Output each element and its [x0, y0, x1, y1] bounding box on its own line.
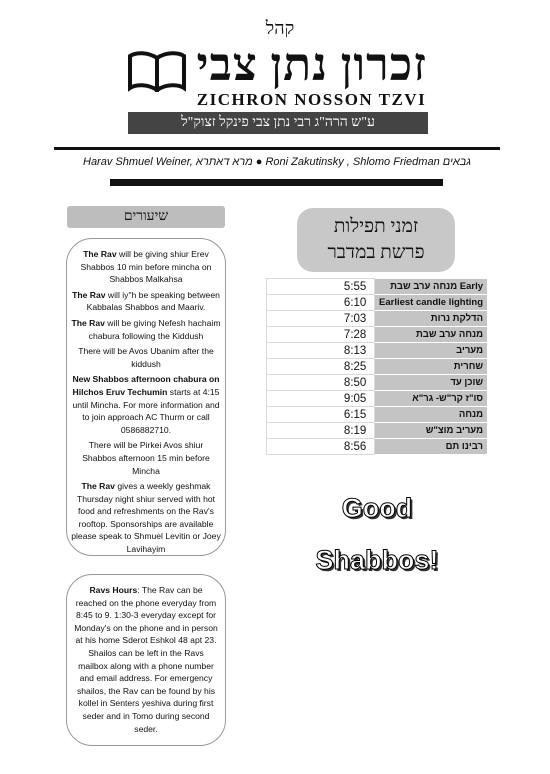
- zman-row: [267, 311, 488, 327]
- greeting-line-1: Good: [341, 493, 413, 523]
- shiur-item: There will be Pirkei Avos shiur Shabbos afternoon 15 min before Mincha: [82, 440, 210, 476]
- shiur-item: New Shabbos afternoon chabura on Hilchos Eruv Techumin starts at 4:15 until Mincha. For more information and to join approach AC Thurm or call 0586882710.: [72, 374, 220, 435]
- shiurim-header: שיעורים: [67, 206, 225, 228]
- header-divider: [54, 147, 500, 150]
- zman-label: Earliest candle lighting: [375, 295, 488, 311]
- zman-row: [267, 391, 488, 407]
- zman-row: [267, 327, 488, 343]
- zman-time: 8:19: [267, 423, 375, 439]
- zman-time: 6:15: [267, 407, 375, 423]
- english-title: ZICHRON NOSSON TZVI: [196, 90, 427, 109]
- zman-time: 8:50: [267, 375, 375, 391]
- zman-time: 7:28: [267, 327, 375, 343]
- greeting-line-2: Shabbos!: [315, 545, 439, 575]
- zman-time: 6:10: [267, 295, 375, 311]
- zman-row: [267, 359, 488, 375]
- zman-time: 7:03: [267, 311, 375, 327]
- zmanim-header: [297, 208, 455, 272]
- zman-label: שוכן עד: [375, 375, 488, 391]
- good-shabbos-greeting: [266, 482, 488, 586]
- zman-label: מנחה: [375, 407, 488, 423]
- zman-label: שחרית: [375, 359, 488, 375]
- zman-row: [267, 423, 488, 439]
- hebrew-title: זכרון נתן צבי: [196, 39, 427, 90]
- zman-row: [267, 407, 488, 423]
- rav-hours-box: [66, 574, 226, 746]
- open-book-logo-icon: [126, 50, 188, 92]
- shiur-item: The Rav will be giving Nefesh hachaim chabura following the Kiddush: [71, 317, 221, 341]
- zman-label: מעריב: [375, 343, 488, 359]
- zman-label: Early מנחה ערב שבת: [375, 279, 488, 295]
- zman-row: [267, 375, 488, 391]
- zman-row: [267, 439, 488, 455]
- memorial-banner: ע"ש הרה"ג רבי נתן צבי פינקל זצוק"ל: [128, 112, 428, 134]
- zman-time: 9:05: [267, 391, 375, 407]
- zman-label: מעריב מוצ"ש: [375, 423, 488, 439]
- zman-time: 8:56: [267, 439, 375, 455]
- zman-label: רבינו תם: [375, 439, 488, 455]
- parsha-name: פרשת במדבר: [327, 242, 425, 263]
- shiur-item: The Rav gives a weekly geshmak Thursday night shiur served with hot food and refreshments on the Rav's rooftop. Sponsorships are available please speak to Shmuel Levitin or Joey Lavihayim: [71, 481, 221, 555]
- zman-time: 8:13: [267, 343, 375, 359]
- zman-row: [267, 279, 488, 295]
- zmanim-table: [266, 278, 488, 455]
- shiurim-box: [66, 238, 226, 556]
- zman-label: סו"ז קר"ש- גר"א: [375, 391, 488, 407]
- zman-row: [267, 343, 488, 359]
- zman-label: הדלקת נרות: [375, 311, 488, 327]
- shiur-item: The Rav will be giving shiur Erev Shabbos 10 min before mincha on Shabbos Malkahsa: [80, 249, 212, 285]
- zman-time: 8:25: [267, 359, 375, 375]
- shiur-item: The Rav will iy"h be speaking between Kabbalas Shabbos and Maariv.: [72, 289, 220, 313]
- zman-label: מנחה ערב שבת: [375, 327, 488, 343]
- gabbaim-line: Harav Shmuel Weiner, מרא דאתרא ● Roni Zakutinsky , Shlomo Friedman גבאים: [83, 156, 471, 168]
- rav-hours-text: Ravs Hours: The Rav can be reached on the phone everyday from 8:45 to 9. 1:30-3 everyday except for Monday's on the phone and in person at his home Sderot Eshkol 48 apt 23. Shailos can be left in the Ravs mailbox along with a phone number and email address. For emergency shailos, the Rav can be found by his kollel in Senters yeshiva during first seder and in Tomo during second seder.: [74, 585, 218, 734]
- thick-divider: [110, 179, 443, 186]
- shiur-item: There will be Avos Ubanim after the kiddush: [78, 346, 214, 369]
- zman-time: 5:55: [267, 279, 375, 295]
- zman-row: [267, 295, 488, 311]
- kehal-label: קהל: [265, 18, 295, 38]
- zmanim-title: זמני תפילות: [333, 216, 419, 237]
